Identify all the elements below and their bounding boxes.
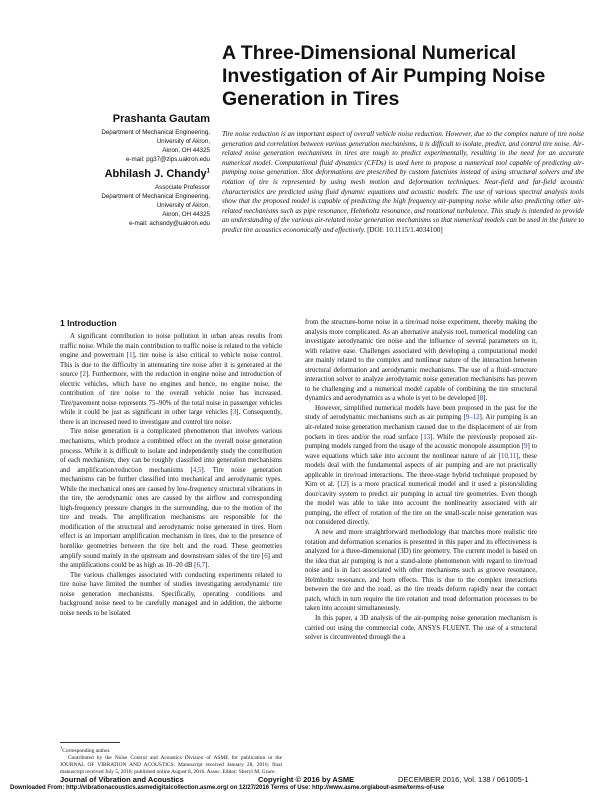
column-left: [60, 332, 282, 618]
column-right: [305, 318, 537, 643]
affiliation-line: University of Akron,: [156, 202, 210, 209]
footnote: [60, 744, 282, 776]
citation-link[interactable]: 12: [339, 481, 347, 489]
footer-issue: DECEMBER 2016, Vol. 138 / 061005-1: [398, 775, 529, 784]
citation-link[interactable]: 8: [479, 395, 484, 403]
footnote-divider: [60, 742, 120, 743]
paragraph: In this paper, a 3D analysis of the air-pumping noise generation mechanism is carried out using the commercial code, ANSYS FLUENT. The use of a structural solver is circumvented through the a: [305, 614, 537, 642]
author-email[interactable]: e-mail: pg37@zips.uakron.edu: [125, 156, 210, 163]
affiliation-line: Department of Mechanical Engineering,: [101, 193, 210, 200]
citation-link[interactable]: 10,11: [501, 452, 517, 460]
citation-link[interactable]: 9: [524, 443, 528, 451]
section-heading: 1 Introduction: [60, 318, 117, 328]
author-block-1: [60, 113, 210, 164]
download-notice[interactable]: Downloaded From: http://vibrationacoustics.asmedigitalcollection.asme.org/ on 12/27/2016 Terms of Use: http://www.asme.org/about-asme/terms-of-use: [10, 785, 445, 791]
footer-copyright: Copyright © 2016 by ASME: [258, 775, 355, 784]
author-name: Prashanta Gautam: [112, 113, 210, 125]
paragraph: A new and more straightforward methodology that matches more realistic tire rotation and deformation scenarios is presented in this paper and its effectiveness is analyzed for a three-dimensional (3D) tire geometry. The current model is based on the idea that air pumping is not a stand-alone phenomenon with regard to tire/road noise and is in fact associated with other mechanisms such as groove resonance, Helmholtz resonance, and horn effects. This is due to the complex interactions between the tire and the road, as the tire treads deform rapidly near the contact patch, which in turn require the tire rotation and tread deformation processes to be taken into account simultaneously.: [305, 529, 537, 613]
paragraph: However, simplified numerical models have been proposed in the past for the study of aerodynamic mechanisms such as air pumping [9–12]. Air pumping is an air-related noise generation mechanism caused due to the displacement of air from pockets in tires and/or the road surface [13]. While the previously proposed air-pumping models ranged from the usage of the acoustic monopole assumption [9] to wave equations which take into account the nonlinear nature of air [10,11], these models deal with the fundamental aspects of air pumping and are not practically applicable in tire/road interactions. The three-stage hybrid technique proposed by Kim et al. [12] is a more practical numerical model and it used a piston/sliding door/cavity system to predict air pumping in actual tire geometries. Even though the model was able to take into account the nonlinearity associated with air pumping, the effect of rotation of the tire on the small-scale noise generation was not considered directly.: [305, 404, 537, 527]
footnote-text: Contributed by the Noise Control and Acoustics Division of ASME for publication in the JOURNAL OF VIBRATION AND ACOUSTICS. Manuscript received January 28, 2016; final manuscript received July 5, 2016; published online August 8, 2016. Assoc. Editor: Sheryl M. Grace.: [60, 754, 282, 775]
citation-link[interactable]: 2: [82, 371, 86, 379]
affiliation-line: Akron, OH 44325: [162, 147, 210, 154]
author-name: Abhilash J. Chandy$^1$: [104, 168, 210, 180]
paragraph: from the structure-borne noise in a tire/road noise experiment, thereby making the analysis more complicated. As an alternative analysis tool, numerical modeling can investigate aerodynamic tire noise and the influence of several parameters on it, with relative ease. Challenges associated with developing a computational model are mainly related to the complex and nonlinear nature of the interaction between structural deformation and aerodynamic mechanisms. The use of a fluid–structure interaction solver to analyze aerodynamic noise generation mechanisms has proven to be challenging and a numerical model capable of combining the tire structural dynamics and aerodynamics as a whole is yet to be developed [8].: [305, 319, 537, 403]
author-email[interactable]: e-mail: achandy@uakron.edu: [129, 220, 210, 227]
footnote-corresponding: $^1$Corresponding author.: [60, 745, 111, 754]
paper-title: A Three-Dimensional Numerical Investigation of Air Pumping Noise Generation in Tires: [222, 42, 546, 110]
paragraph: A significant contribution to noise pollution in urban areas results from traffic noise. While the main contribution to traffic noise is related to the vehicle engine and powertrain [1], tire noise is also critical to vehicle noise control. This is due to the difficulty in attenuating tire noise after it is generated at the source [2]. Furthermore, with the reduction in engine noise and introduction of electric vehicles, which have no engines and hence, no engine noise, the contribution of tire noise to the overall vehicle noise has increased. Tire/pavement noise represents 75–90% of the total noise in passenger vehicles while it could be just as significant in other large vehicles [3]. Consequently, there is an increased need to investigate and control tire noise.: [60, 333, 282, 426]
affiliation-line: University of Akron,: [156, 138, 210, 145]
affiliation-line: Department of Mechanical Engineering,: [101, 129, 210, 136]
citation-link[interactable]: 6,7: [196, 562, 206, 570]
abstract-text: Tire noise reduction is an important aspect of overall vehicle noise reduction. However, due to the complex nature of tire noise generation and correlation between various generation mechanisms, it is difficult to isolate, predict, and control tire noise. Air-related noise generation mechanisms in tires are tough to predict experimentally, resulting in the need for an accurate numerical model. Computational fluid dynamics (CFDs) is used here to propose a numerical tool capable of predicting air-pumping noise generation. Slot deformations are prescribed by custom functions instead of using structural solvers and the rotation of tire is represented by using mesh motion and deformation techniques. Near-field and far-field acoustic characteristics are predicted using fluid dynamic equations and acoustic models. The use of various spectral analysis tools show that the proposed model is capable of predicting the high frequency air-pumping noise while also predicting other air-related mechanisms such as pipe resonance, Helmholtz resonance, and rotational turbulence. This study is intended to provide an understanding of the various air-related noise generation mechanisms so that numerical models can be used in the future to predict tire acoustics economically and effectively.: [222, 130, 584, 234]
citation-link[interactable]: 4,5: [192, 466, 202, 474]
citation-link[interactable]: 13: [423, 433, 431, 441]
doi-link[interactable]: [DOI: 10.1115/1.4034100]: [367, 225, 443, 234]
paragraph: Tire noise generation is a complicated phenomenon that involves various mechanisms, which produce a combined effect on the overall noise generation process. While it is difficult to isolate and independently study the contribution of each mechanism, they can be roughly classified into generation mechanisms and amplification/reduction mechanisms [4,5]. Tire noise generation mechanisms can be further classified into mechanical and aerodynamic types. While the mechanical ones are caused by low-frequency structural vibrations in the tire, the aerodynamic ones are caused by the airflow and corresponding high-frequency pressure changes in the surrounding, due to the motion of the tire and treads. The amplification mechanisms are responsible for the modification of the structural and aerodynamic noise generated in tires. Horn effect is an important amplification mechanism in tires, due to the presence of hornlike geometries between the tire belt and the road. These geometries amplify sound mainly in the upstream and downstream sides of the tire [6] and the amplifications could be as high as 10–20 dB [6,7].: [60, 428, 282, 570]
footer-journal: Journal of Vibration and Acoustics: [60, 775, 184, 784]
author-block-2: [60, 168, 210, 228]
citation-link[interactable]: 1: [129, 352, 133, 360]
paragraph: The various challenges associated with conducting experiments related to tire noise have limited the number of studies investigating aerodynamic tire noise generation mechanisms. Specifically, operating conditions and background noise need to be carefully managed and in addition, the airborne noise needs to be isolated: [60, 571, 282, 617]
author-title: Associate Professor: [154, 184, 210, 191]
affiliation-line: Akron, OH 44325: [162, 211, 210, 218]
abstract: [222, 130, 584, 236]
citation-link[interactable]: 3: [232, 409, 237, 417]
citation-link[interactable]: 9–12: [465, 414, 480, 422]
citation-link[interactable]: 6: [264, 552, 268, 560]
